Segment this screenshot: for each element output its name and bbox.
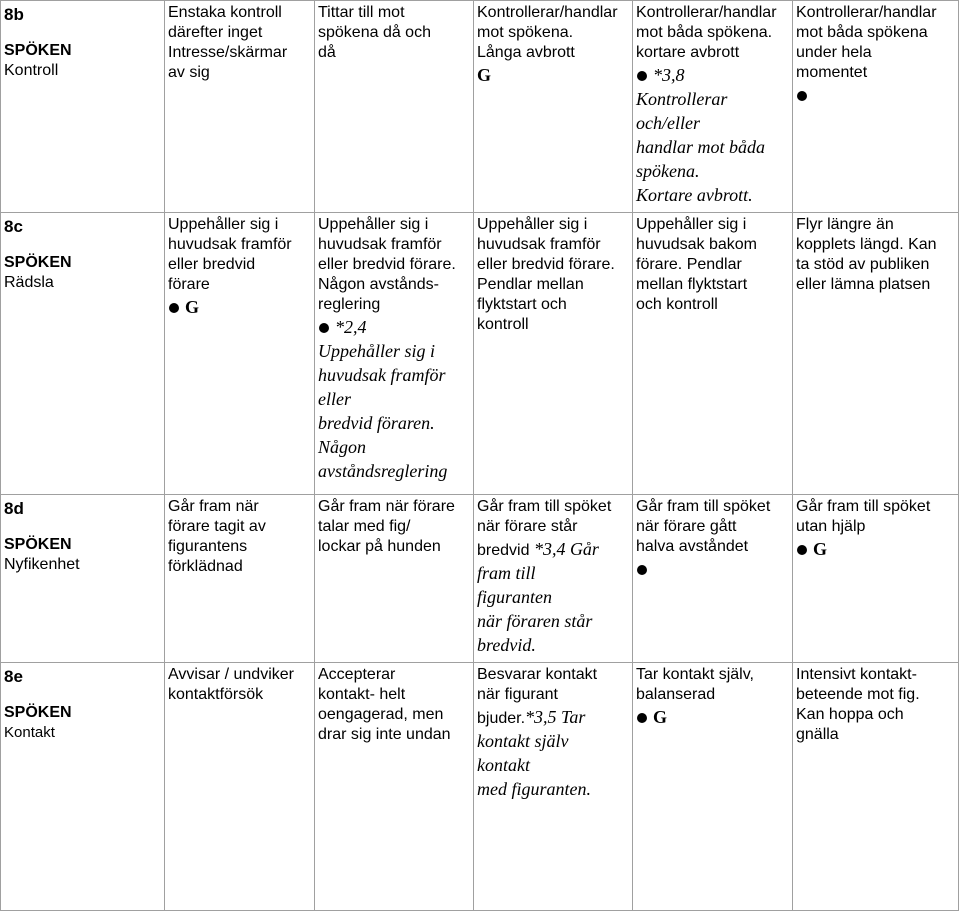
cell-text: när figurant: [477, 686, 558, 703]
cell-text: Kontrollerar/handlar: [477, 4, 618, 21]
cell-text: bjuder.: [477, 710, 526, 727]
cell-text: av sig: [168, 64, 210, 81]
cell-text: förare. Pendlar: [636, 256, 742, 273]
cell-italic-text: huvudsak framför: [318, 365, 446, 385]
level-1-cell: [165, 495, 315, 663]
cell-italic-text: Kontrollerar: [636, 89, 728, 109]
cell-text: kontakt- helt: [318, 686, 406, 703]
bullet-icon: [797, 91, 807, 101]
cell-text: kopplets längd. Kan: [796, 236, 937, 253]
cell-text: Tittar till mot: [318, 4, 405, 21]
cell-text: Går fram till spöket: [477, 498, 612, 515]
cell-text: momentet: [796, 64, 868, 81]
cell-text: Pendlar mellan: [477, 276, 584, 293]
cell-text: Någon avstånds-: [318, 276, 439, 293]
grade-mark: G: [185, 297, 200, 317]
cell-italic-text: spökena.: [636, 161, 700, 181]
row-spoken-label: SPÖKEN: [4, 42, 72, 59]
cell-italic-text: eller: [318, 389, 351, 409]
cell-text: eller lämna platsen: [796, 276, 931, 293]
cell-text: huvudsak framför: [168, 236, 292, 253]
row-spoken-label: SPÖKEN: [4, 254, 72, 271]
row-code: 8e: [4, 667, 23, 686]
cell-text: reglering: [318, 296, 381, 313]
cell-text: oengagerad, men: [318, 706, 444, 723]
cell-italic-text: Uppehåller sig i: [318, 341, 435, 361]
cell-italic-text: handlar mot båda: [636, 137, 766, 157]
row-code: 8b: [4, 5, 24, 24]
grade-mark: G: [477, 65, 492, 85]
cell-text: talar med fig/: [318, 518, 411, 535]
level-1-cell: [165, 213, 315, 495]
cell-text: huvudsak bakom: [636, 236, 757, 253]
row-spoken-label: SPÖKEN: [4, 536, 72, 553]
bullet-icon: [637, 565, 647, 575]
cell-text: Avvisar / undviker: [168, 666, 294, 683]
cell-text: spökena då och: [318, 24, 431, 41]
cell-italic-text: bredvid föraren.: [318, 413, 435, 433]
score-note: *2,4: [335, 317, 367, 337]
level-4-cell: [633, 663, 793, 911]
cell-text: Besvarar kontakt: [477, 666, 598, 683]
cell-text: utan hjälp: [796, 518, 866, 535]
cell-italic-text: avståndsreglering: [318, 461, 448, 481]
level-3-cell: [474, 213, 633, 495]
level-2-cell: [315, 663, 474, 911]
level-4-cell: [633, 495, 793, 663]
cell-text: eller bredvid förare.: [318, 256, 456, 273]
cell-text: ta stöd av publiken: [796, 256, 930, 273]
cell-text: Går fram när: [168, 498, 259, 515]
level-3-cell: [474, 495, 633, 663]
row-spoken-label: SPÖKEN: [4, 704, 72, 721]
cell-text: Intresse/skärmar: [168, 44, 288, 61]
cell-text: och kontroll: [636, 296, 718, 313]
cell-text: kontaktförsök: [168, 686, 264, 703]
cell-text: mellan flyktstart: [636, 276, 748, 293]
table-row-8e: [1, 663, 959, 911]
cell-italic-text: kontakt: [477, 755, 530, 775]
row-header-cell: [1, 1, 165, 213]
cell-text: beteende mot fig.: [796, 686, 920, 703]
cell-text: eller bredvid: [168, 256, 256, 273]
cell-text: därefter inget: [168, 24, 263, 41]
cell-text: lockar på hunden: [318, 538, 441, 555]
cell-italic-text: med figuranten.: [477, 779, 591, 799]
row-category: Rädsla: [4, 274, 54, 291]
cell-text: huvudsak framför: [318, 236, 442, 253]
row-header-cell: [1, 663, 165, 911]
cell-text: Kan hoppa och: [796, 706, 904, 723]
cell-text: mot båda spökena.: [636, 24, 773, 41]
cell-text: mot båda spökena: [796, 24, 928, 41]
score-note: *3,4 Går: [533, 539, 599, 559]
row-category: Kontakt: [4, 724, 55, 741]
cell-italic-text: fram till: [477, 563, 536, 583]
row-header-cell: [1, 213, 165, 495]
cell-text: flyktstart och: [477, 296, 567, 313]
cell-text: halva avståndet: [636, 538, 749, 555]
cell-text: Kontrollerar/handlar: [796, 4, 937, 21]
level-2-cell: [315, 1, 474, 213]
cell-text: mot spökena.: [477, 24, 574, 41]
cell-italic-text: och/eller: [636, 113, 700, 133]
cell-text: förklädnad: [168, 558, 243, 575]
level-4-cell: [633, 213, 793, 495]
cell-text: förare tagit av: [168, 518, 266, 535]
level-4-cell: [633, 1, 793, 213]
bullet-icon: [319, 323, 329, 333]
cell-italic-text: Kortare avbrott.: [636, 185, 753, 205]
bullet-icon: [169, 303, 179, 313]
score-note: *3,5 Tar: [525, 707, 586, 727]
table-row-8d: [1, 495, 959, 663]
bullet-icon: [637, 71, 647, 81]
cell-italic-text: Någon: [318, 437, 367, 457]
table-row-8b: [1, 1, 959, 213]
cell-text: bredvid: [477, 542, 530, 559]
row-category: Kontroll: [4, 62, 59, 79]
cell-text: Flyr längre än: [796, 216, 894, 233]
cell-text: kontroll: [477, 316, 529, 333]
level-5-cell: [793, 495, 959, 663]
cell-text: eller bredvid förare.: [477, 256, 615, 273]
cell-text: gnälla: [796, 726, 839, 743]
cell-italic-text: när föraren står: [477, 611, 593, 631]
level-5-cell: [793, 663, 959, 911]
cell-italic-text: figuranten: [477, 587, 552, 607]
cell-text: Kontrollerar/handlar: [636, 4, 777, 21]
cell-italic-text: bredvid.: [477, 635, 536, 655]
cell-italic-text: kontakt själv: [477, 731, 569, 751]
cell-text: förare: [168, 276, 210, 293]
level-3-cell: [474, 1, 633, 213]
level-2-cell: [315, 495, 474, 663]
level-5-cell: [793, 213, 959, 495]
cell-text: Uppehåller sig i: [636, 216, 747, 233]
row-header-cell: [1, 495, 165, 663]
cell-text: när förare gått: [636, 518, 737, 535]
cell-text: huvudsak framför: [477, 236, 601, 253]
row-category: Nyfikenhet: [4, 556, 80, 573]
bullet-icon: [797, 545, 807, 555]
cell-text: balanserad: [636, 686, 716, 703]
cell-text: kortare avbrott: [636, 44, 740, 61]
score-note: *3,8: [653, 65, 685, 85]
cell-text: Intensivt kontakt-: [796, 666, 917, 683]
cell-text: Uppehåller sig i: [318, 216, 429, 233]
cell-text: Långa avbrott: [477, 44, 575, 61]
row-code: 8d: [4, 499, 24, 518]
cell-text: Går fram till spöket: [796, 498, 931, 515]
cell-text: Accepterar: [318, 666, 396, 683]
table-row-8c: [1, 213, 959, 495]
row-code: 8c: [4, 217, 23, 236]
cell-text: Uppehåller sig i: [168, 216, 279, 233]
cell-text: då: [318, 44, 336, 61]
cell-text: under hela: [796, 44, 872, 61]
cell-text: Tar kontakt själv,: [636, 666, 754, 683]
cell-text: Uppehåller sig i: [477, 216, 588, 233]
cell-text: Enstaka kontroll: [168, 4, 282, 21]
level-5-cell: [793, 1, 959, 213]
cell-text: figurantens: [168, 538, 248, 555]
cell-text: Går fram till spöket: [636, 498, 771, 515]
bullet-icon: [637, 713, 647, 723]
cell-text: när förare står: [477, 518, 578, 535]
level-1-cell: [165, 1, 315, 213]
grade-mark: G: [653, 707, 668, 727]
level-1-cell: [165, 663, 315, 911]
level-3-cell: [474, 663, 633, 911]
level-2-cell: [315, 213, 474, 495]
grade-mark: G: [813, 539, 828, 559]
cell-text: Går fram när förare: [318, 498, 455, 515]
cell-text: drar sig inte undan: [318, 726, 451, 743]
